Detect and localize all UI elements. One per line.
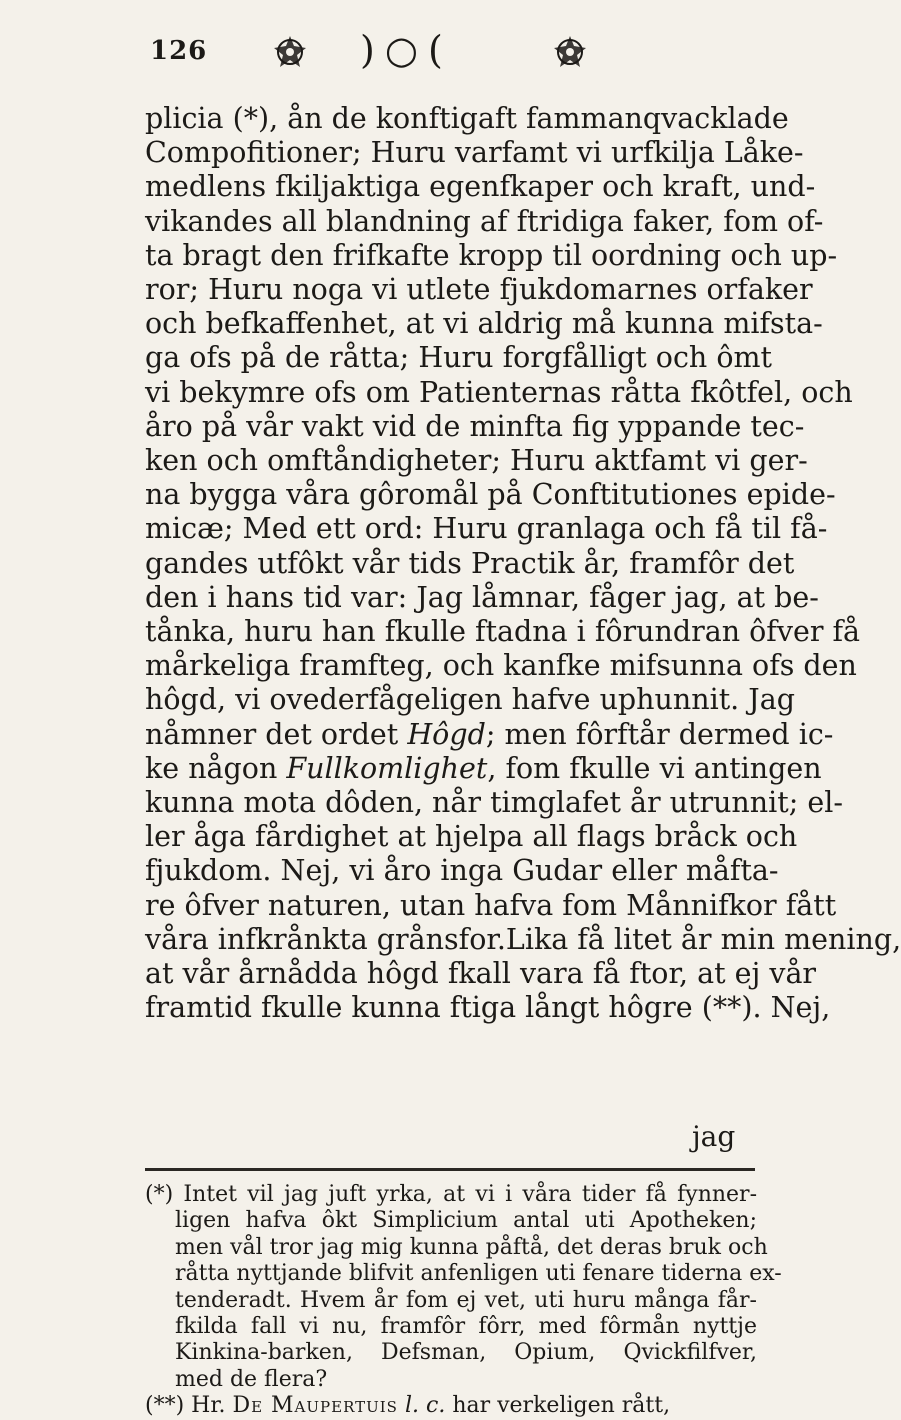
- text-segment: at vår årnådda hôgd fkall vara få ftor, at ej vår: [145, 957, 817, 991]
- footnote-line: Kinkina-barken, Defsman, Opium, Qvickfilfver,: [175, 1340, 757, 1366]
- text-line: [145, 854, 779, 888]
- text-segment: Compofitioner; Huru varfamt vi urfkilja Låke-: [145, 136, 804, 170]
- text-line: [145, 512, 828, 546]
- text-segment: åro på vår vakt vid de minfta fig yppande tec-: [145, 409, 805, 443]
- text-segment: fjukdom. Nej, vi åro inga Gudar eller måfta-: [145, 854, 779, 888]
- text-segment: gandes utfôkt vår tids Practik år, framfôr det: [145, 546, 795, 580]
- catchword: jag: [692, 1120, 736, 1153]
- text-line: [145, 238, 838, 273]
- text-segment: ; men fôrftår dermed ic-: [485, 717, 834, 751]
- text-segment: medlens fkiljaktiga egenfkaper och kraft, und-: [145, 170, 816, 204]
- text-segment: ror; Huru noga vi utlete fjukdomarnes orfaker: [145, 273, 813, 307]
- text-line: [145, 478, 836, 512]
- text-line: [145, 683, 795, 717]
- fleuron-ornament-right: [550, 32, 590, 72]
- footnote-line: råtta nyttjande blifvit anfenligen uti fenare tiderna ex-: [175, 1261, 782, 1287]
- footnote-2-hr: Hr.: [191, 1393, 226, 1419]
- text-segment: ga ofs på de råtta; Huru forgfålligt och ômt: [145, 341, 772, 375]
- footnote-line: (*) Intet vil jag juft yrka, at vi i våra tider få fynner-: [145, 1182, 757, 1207]
- text-segment: vi bekymre ofs om Patienternas råtta fkôtfel, och: [145, 375, 853, 409]
- footnote-line: med de flera?: [175, 1366, 328, 1392]
- footnote-divider: [145, 1168, 755, 1171]
- text-line: [145, 341, 772, 375]
- footnote-1: [145, 1182, 782, 1393]
- text-segment: och befkaffenhet, at vi aldrig må kunna mifsta-: [145, 307, 823, 341]
- text-line: [145, 102, 789, 136]
- footnotes-block: [145, 1182, 782, 1420]
- text-line: [145, 273, 813, 307]
- text-line: [145, 409, 805, 444]
- text-line: [145, 820, 798, 854]
- text-line: [145, 580, 819, 615]
- italic-term: Fullkomlighet: [286, 751, 488, 785]
- text-segment: micæ; Med ett ord: Huru granlaga och få til få-: [145, 512, 828, 546]
- page-header: [150, 28, 620, 84]
- footnote-line: tenderadt. Hvem år fom ej vet, uti huru många får-: [175, 1287, 757, 1313]
- text-segment: ke någon: [145, 751, 287, 785]
- text-line: [145, 717, 834, 752]
- page-number: 126: [150, 36, 208, 66]
- text-segment: tånka, huru han fkulle ftadna i fôrundran ôfver få: [145, 615, 861, 649]
- text-segment: den i hans tid var: Jag låmnar, fåger jag, at be-: [145, 580, 819, 614]
- footnote-2: [145, 1393, 757, 1419]
- text-segment: na bygga våra gôromål på Conftitutiones epide-: [145, 478, 836, 512]
- main-text-block: [145, 102, 901, 1025]
- footnote-line: ligen hafva ôkt Simplicium antal uti Apotheken;: [175, 1208, 757, 1234]
- text-segment: ken och omftåndigheter; Huru aktfamt vi ger-: [145, 444, 808, 478]
- text-segment: våra infkrånkta grånsfor.Lika få litet år min mening,: [145, 922, 901, 956]
- text-line: [145, 444, 808, 478]
- text-line: [145, 991, 831, 1025]
- footnote-2-author: De Maupertuis: [232, 1393, 398, 1419]
- text-segment: hôgd, vi ovederfågeligen hafve uphunnit. Jag: [145, 683, 795, 717]
- fleuron-ornament-left: [270, 32, 310, 72]
- text-line: [145, 922, 901, 957]
- text-line: [145, 375, 853, 410]
- text-segment: plicia (*), ån de konftigaft fammanqvacklade: [145, 102, 789, 135]
- italic-term: Hôgd: [407, 717, 486, 751]
- text-line: [145, 957, 817, 991]
- text-line: [145, 170, 816, 204]
- text-line: [145, 136, 804, 170]
- footnote-2-marker: (**): [145, 1393, 185, 1419]
- text-line: [145, 649, 857, 683]
- text-line: [145, 307, 823, 341]
- footnote-line: men vål tror jag mig kunna påftå, det deras bruk och: [175, 1234, 768, 1260]
- text-segment: vikandes all blandning af ftridiga faker, fom of-: [145, 204, 824, 238]
- text-segment: , fom fkulle vi antingen: [487, 751, 822, 785]
- text-line: [145, 615, 861, 649]
- text-line: [145, 546, 795, 581]
- text-segment: ta bragt den frifkafte kropp til oordning och up-: [145, 238, 838, 272]
- text-segment: framtid fkulle kunna ftiga långt hôgre (**). Nej,: [145, 991, 831, 1025]
- footnote-line: fkilda fall vi nu, framfôr fôrr, med fôrmån nyttje: [175, 1314, 757, 1340]
- header-center-mark: )○(: [360, 28, 453, 72]
- text-segment: nåmner det ordet: [145, 717, 408, 751]
- text-line: [145, 751, 822, 786]
- text-segment: ler åga fårdighet at hjelpa all flags bråck och: [145, 820, 798, 854]
- text-line: [145, 204, 824, 239]
- footnote-2-text: har verkeligen rått,: [452, 1393, 671, 1419]
- text-line: [145, 888, 837, 923]
- footnote-2-citation: l. c.: [404, 1393, 446, 1419]
- text-segment: re ôfver naturen, utan hafva fom Månnifkor fått: [145, 888, 837, 922]
- text-segment: mårkeliga framfteg, och kanfke mifsunna ofs den: [145, 649, 857, 683]
- text-line: [145, 786, 843, 820]
- text-segment: kunna mota dôden, når timglafet år utrunnit; el-: [145, 786, 843, 820]
